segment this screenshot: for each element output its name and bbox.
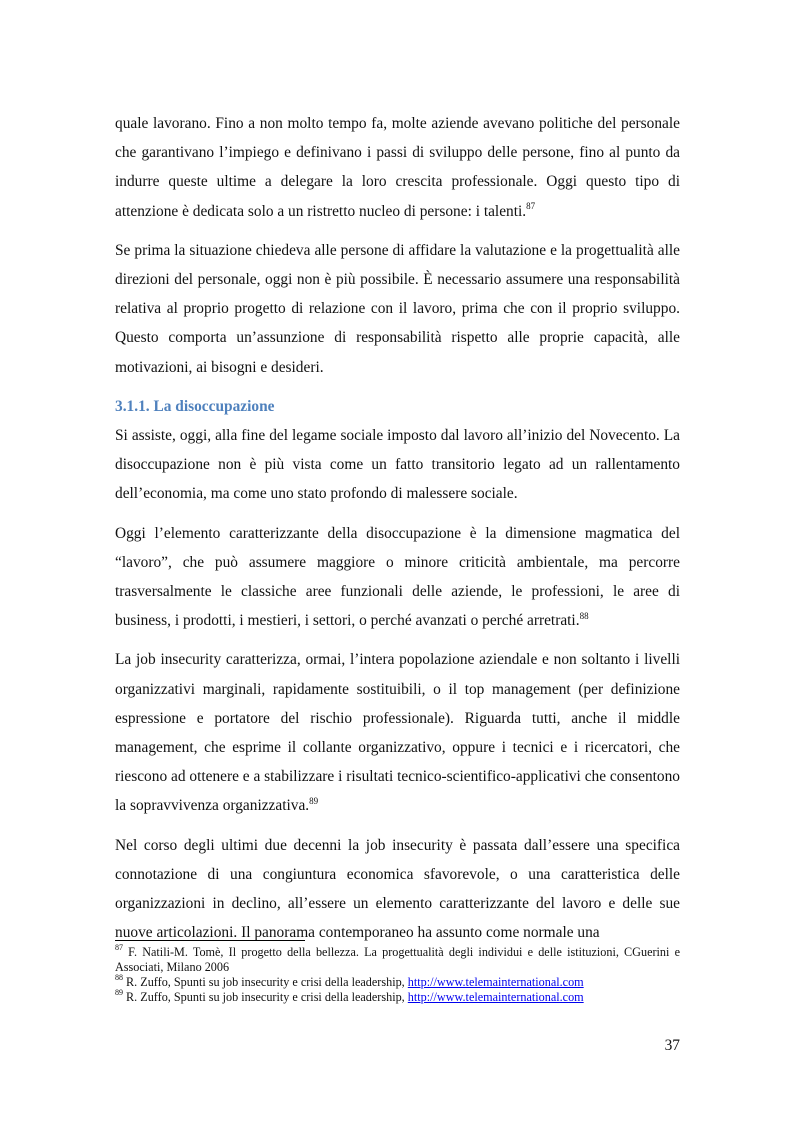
footnote-link[interactable]: http://www.telemainternational.com — [407, 990, 584, 1004]
paragraph-3: Si assiste, oggi, alla fine del legame sociale imposto dal lavoro all’inizio del Novecento. La disoccupazione non è più vista come un fatto transitorio legato ad un rallentamento dell’economia, ma come uno stato profondo di malessere sociale. — [115, 427, 680, 503]
footnotes — [115, 945, 680, 1005]
footnote-87: $^{87}$ F. Natili-M. Tomè, Il progetto della bellezza. La progettualità degli individui e delle istituzioni, CGuerini e Associati, Milano 2006 — [115, 943, 680, 974]
footnote-number: 87 — [115, 943, 123, 953]
paragraph-5: La job insecurity caratterizza, ormai, l’intera popolazione aziendale e non soltanto i livelli organizzativi marginali, rapidamente sostituibili, o il top management (per definizione espressione e portatore del rischio professionale). Riguarda tutti, anche il middle management, che esprime il collante organizzativo, oppure i tecnici e i ricercatori, che riescono ad ottenere e a stabilizzare i risultati tecnico-scientifico-applicativi che consentono la sopravvivenza organizzativa.$^{89}$ — [115, 651, 680, 815]
section-heading: 3.1.1. La disoccupazione — [115, 397, 275, 415]
footnote-link[interactable]: http://www.telemainternational.com — [407, 975, 584, 989]
paragraph-4: Oggi l’elemento caratterizzante della disoccupazione è la dimensione magmatica del “lavoro”, che può assumere maggiore o minore criticità ambientale, ma percorre trasversalmente le classiche aree funzionali delle aziende, le professioni, le aree di business, i prodotti, i mestieri, i settori, o perché avanzati o perché arretrati.$^{88}$ — [115, 524, 680, 630]
paragraph-2: Se prima la situazione chiedeva alle persone di affidare la valutazione e la progettualità alle direzioni del personale, oggi non è più possibile. È necessario assumere una responsabilità relativa al proprio progetto di relazione con il lavoro, prima che con il proprio sviluppo. Questo comporta un’assunzione di responsabilità rispetto alle proprie capacità, alle motivazioni, ai bisogni e desideri. — [115, 241, 680, 376]
page-number: 37 — [664, 1037, 680, 1054]
footnote-89: $^{89}$ R. Zuffo, Spunti su job insecurity e crisi della leadership, http://www.telemainternational.com — [115, 988, 584, 1004]
paragraph-6: Nel corso degli ultimi due decenni la job insecurity è passata dall’essere una specifica connotazione di una congiuntura economica sfavorevole, o una caratteristica delle organizzazioni in declino, all’essere un elemento caratterizzante del lavoro e delle sue nuove articolazioni. Il panorama contemporaneo ha assunto come normale una — [115, 836, 680, 942]
footnote-ref-89[interactable]: 89 — [309, 795, 319, 806]
footnote-88: $^{88}$ R. Zuffo, Spunti su job insecurity e crisi della leadership, http://www.telemainternational.com — [115, 973, 584, 989]
footnote-ref-87[interactable]: 87 — [526, 200, 536, 211]
paragraph-1: quale lavorano. Fino a non molto tempo fa, molte aziende avevano politiche del personale che garantivano l’impiego e definivano i passi di sviluppo delle persone, fino al punto da indurre queste ultime a delegare la loro crescita professionale. Oggi questo tipo di attenzione è dedicata solo a un ristretto nucleo di persone: i talenti.$^{87}$ — [115, 115, 680, 220]
footnote-number: 89 — [115, 988, 123, 998]
body-text — [115, 109, 680, 957]
footnote-separator — [115, 940, 305, 941]
footnote-number: 88 — [115, 973, 123, 983]
footnote-ref-88[interactable]: 88 — [579, 610, 589, 621]
